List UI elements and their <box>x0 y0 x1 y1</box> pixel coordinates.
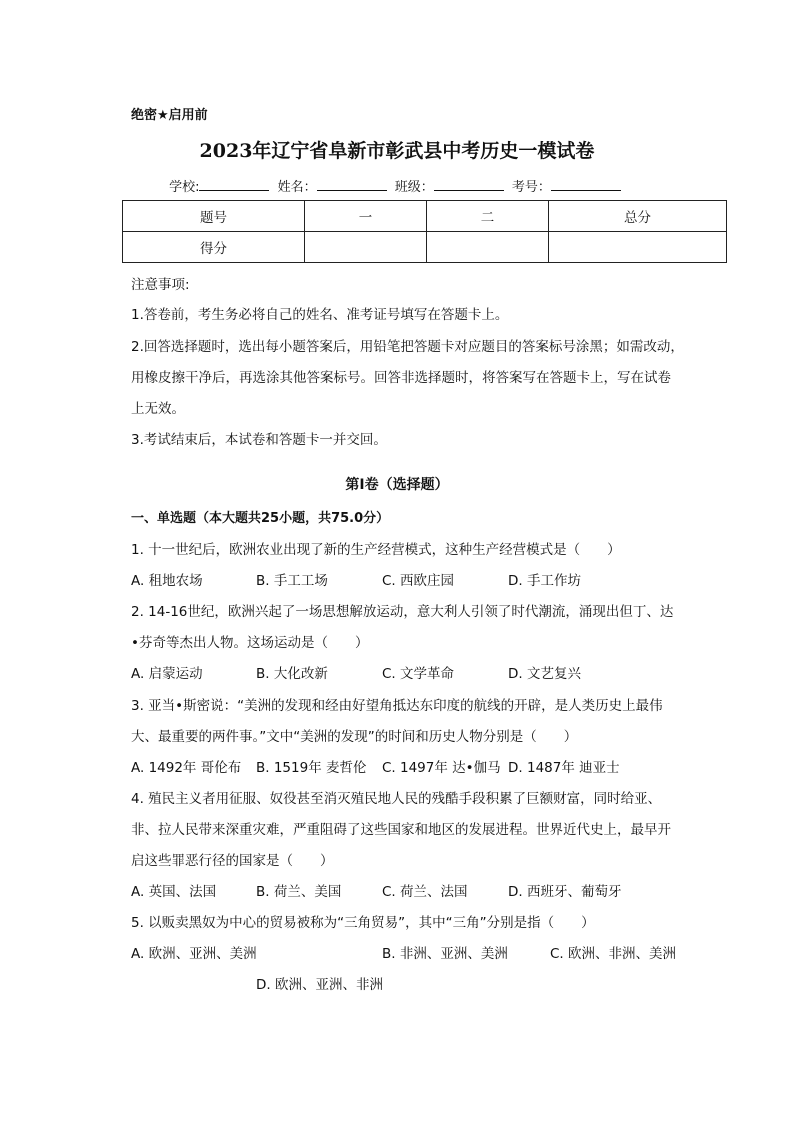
option-b[interactable]: B. 1519年 麦哲伦 <box>256 760 367 776</box>
notice-line: 3.考试结束后，本试卷和答题卡一并交回。 <box>131 432 387 448</box>
score-cell <box>549 232 727 263</box>
secret-mark: 绝密★启用前 <box>131 108 208 123</box>
option-b[interactable]: B. 荷兰、美国 <box>256 884 342 900</box>
exam-title: 2023年辽宁省阜新市彰武县中考历史一模试卷 <box>199 140 595 162</box>
school-label: 学校: <box>169 180 200 195</box>
question-stem: 2. 14-16世纪，欧洲兴起了一场思想解放运动，意大利人引领了时代潮流，涌现出但丁、达 <box>131 604 674 620</box>
option-a[interactable]: A. 1492年 哥伦布 <box>131 760 242 776</box>
section-title: 第I卷（选择题） <box>345 477 449 493</box>
question-stem: 非、拉人民带来深重灾难，严重阻碍了这些国家和地区的发展进程。世界近代史上，最早开 <box>131 822 671 838</box>
exam-number-label: 考号： <box>511 180 551 195</box>
name-label: 姓名： <box>277 180 317 195</box>
notice-line: 2.回答选择题时，选出每小题答案后，用铅笔把答题卡对应题目的答案标号涂黑；如需改动， <box>131 339 684 355</box>
score-cell: 得分 <box>123 232 305 263</box>
score-table-header-row <box>123 201 727 232</box>
student-info-line <box>0 176 794 195</box>
question-stem: •芬奇等杰出人物。这场运动是（ ） <box>131 635 369 651</box>
question-stem: 启这些罪恶行径的国家是（ ） <box>131 853 334 869</box>
score-cell: 总分 <box>549 201 727 232</box>
option-a[interactable]: A. 英国、法国 <box>131 884 217 900</box>
notice-title: 注意事项: <box>131 277 190 293</box>
name-field[interactable] <box>317 178 387 191</box>
question-stem: 5. 以贩卖黑奴为中心的贸易被称为“三角贸易”，其中“三角”分别是指（ ） <box>131 915 595 931</box>
option-c[interactable]: C. 荷兰、法国 <box>382 884 468 900</box>
option-b[interactable]: B. 手工工场 <box>256 573 328 589</box>
question-stem: 4. 殖民主义者用征服、奴役甚至消灭殖民地人民的残酷手段积累了巨额财富，同时给亚、 <box>131 791 662 807</box>
option-b[interactable]: B. 非洲、亚洲、美洲 <box>382 946 508 962</box>
option-c[interactable]: C. 文学革命 <box>382 666 455 682</box>
option-c[interactable]: C. 欧洲、非洲、美洲 <box>550 946 677 962</box>
class-label: 班级： <box>394 180 434 195</box>
option-d[interactable]: D. 西班牙、葡萄牙 <box>508 884 622 900</box>
option-d[interactable]: D. 手工作坊 <box>508 573 581 589</box>
question-stem: 1. 十一世纪后，欧洲农业出现了新的生产经营模式，这种生产经营模式是（ ） <box>131 542 621 558</box>
option-d[interactable]: D. 1487年 迪亚士 <box>508 760 620 776</box>
option-b[interactable]: B. 大化改新 <box>256 666 328 682</box>
option-c[interactable]: C. 1497年 达•伽马 <box>382 760 501 776</box>
notice-line: 上无效。 <box>131 401 185 417</box>
question-stem: 大、最重要的两件事。”文中“美洲的发现”的时间和历史人物分别是（ ） <box>131 729 578 745</box>
part-title: 一、单选题（本大题共25小题，共75.0分） <box>131 511 390 526</box>
score-cell: 一 <box>305 201 427 232</box>
score-cell <box>305 232 427 263</box>
question-stem: 3. 亚当•斯密说：“美洲的发现和经由好望角抵达东印度的航线的开辟，是人类历史上最伟 <box>131 698 663 714</box>
option-d[interactable]: D. 文艺复兴 <box>508 666 581 682</box>
score-cell <box>427 232 549 263</box>
school-field[interactable] <box>199 178 269 191</box>
score-table-score-row <box>123 232 727 263</box>
notice-line: 用橡皮擦干净后，再选涂其他答案标号。回答非选择题时，将答案写在答题卡上，写在试卷 <box>131 370 671 386</box>
notice-line: 1.答卷前，考生务必将自己的姓名、准考证号填写在答题卡上。 <box>131 307 509 323</box>
option-a[interactable]: A. 欧洲、亚洲、美洲 <box>131 946 257 962</box>
option-d[interactable]: D. 欧洲、亚洲、非洲 <box>256 977 383 993</box>
option-a[interactable]: A. 租地农场 <box>131 573 203 589</box>
score-cell: 二 <box>427 201 549 232</box>
class-field[interactable] <box>434 178 504 191</box>
score-cell: 题号 <box>123 201 305 232</box>
option-c[interactable]: C. 西欧庄园 <box>382 573 455 589</box>
option-a[interactable]: A. 启蒙运动 <box>131 666 203 682</box>
score-table <box>122 200 727 263</box>
exam-number-field[interactable] <box>551 178 621 191</box>
